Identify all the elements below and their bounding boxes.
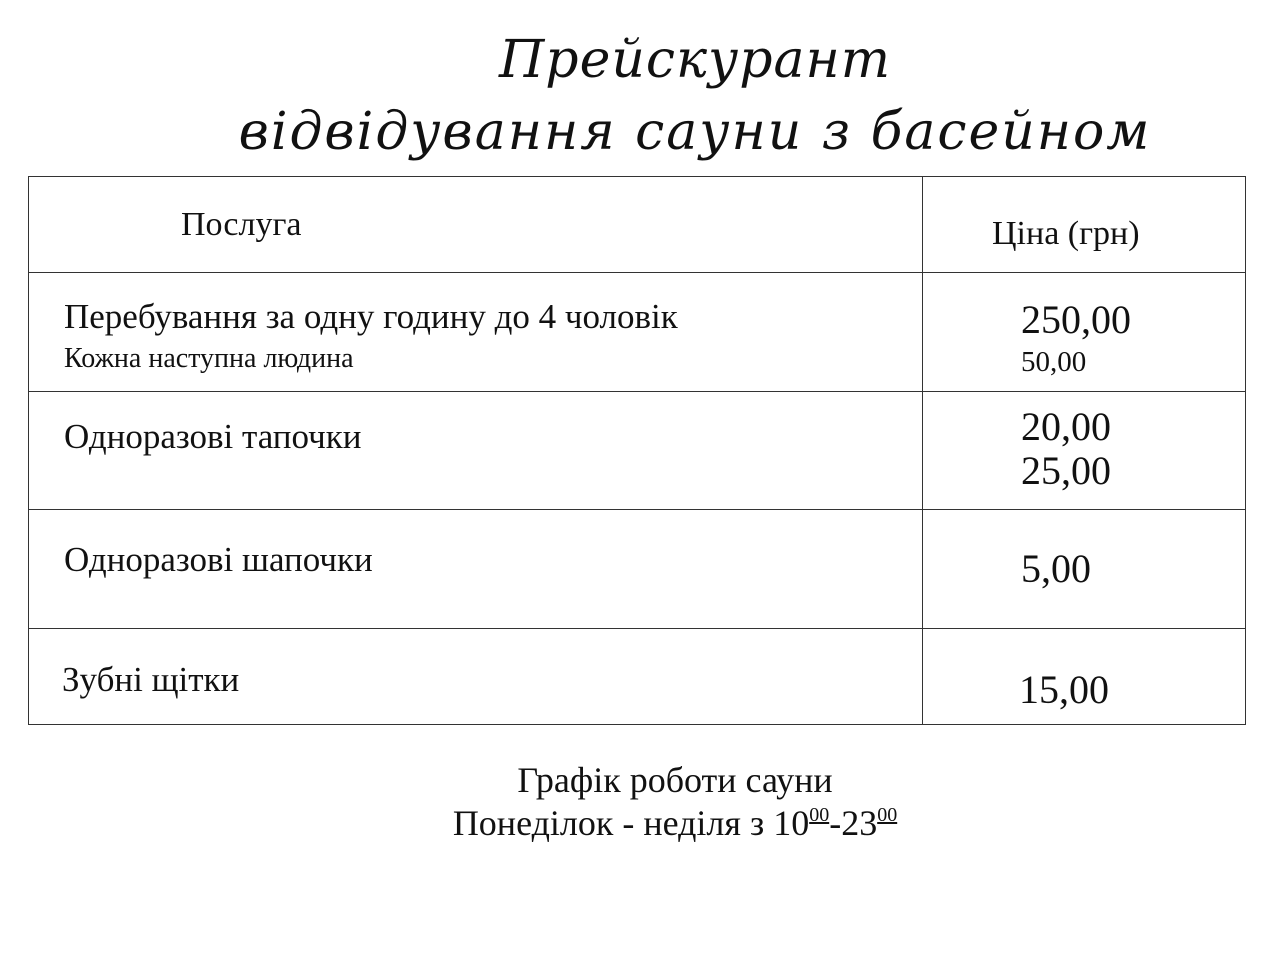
price-table (28, 176, 1246, 725)
open-hour: 10 (773, 803, 810, 843)
schedule-days: Понеділок - неділя з (452, 803, 774, 843)
close-hour: 23 (841, 803, 878, 843)
title-line-2: відвідування сауни з басейном (238, 102, 1152, 162)
row-1-service-sub: Кожна наступна людина (64, 343, 354, 374)
row-divider (29, 628, 1245, 629)
row-2-service: Одноразові тапочки (64, 417, 362, 456)
row-1-price-sub: 50,00 (1021, 346, 1087, 378)
row-2-price-sub: 25,00 (1021, 448, 1111, 493)
header-price: Ціна (грн) (992, 215, 1140, 252)
title-line-1: Прейскурант (498, 30, 892, 90)
row-4-price: 15,00 (1019, 667, 1109, 712)
row-3-service: Одноразові шапочки (64, 540, 373, 579)
row-divider (29, 272, 1245, 273)
open-minutes: 00 (809, 804, 830, 826)
time-separator: - (829, 803, 842, 843)
row-1-service: Перебування за одну годину до 4 чоловік (64, 297, 678, 336)
row-1-price: 250,00 (1021, 297, 1131, 342)
column-divider (922, 177, 923, 724)
header-service: Послуга (181, 206, 302, 243)
row-4-service: Зубні щітки (62, 660, 240, 699)
row-divider (29, 509, 1245, 510)
schedule-title: Графік роботи сауни (517, 760, 833, 800)
row-3-price: 5,00 (1021, 546, 1091, 591)
close-minutes: 00 (877, 804, 898, 826)
row-2-price: 20,00 (1021, 404, 1111, 449)
schedule-hours (0, 802, 1280, 844)
row-divider (29, 391, 1245, 392)
